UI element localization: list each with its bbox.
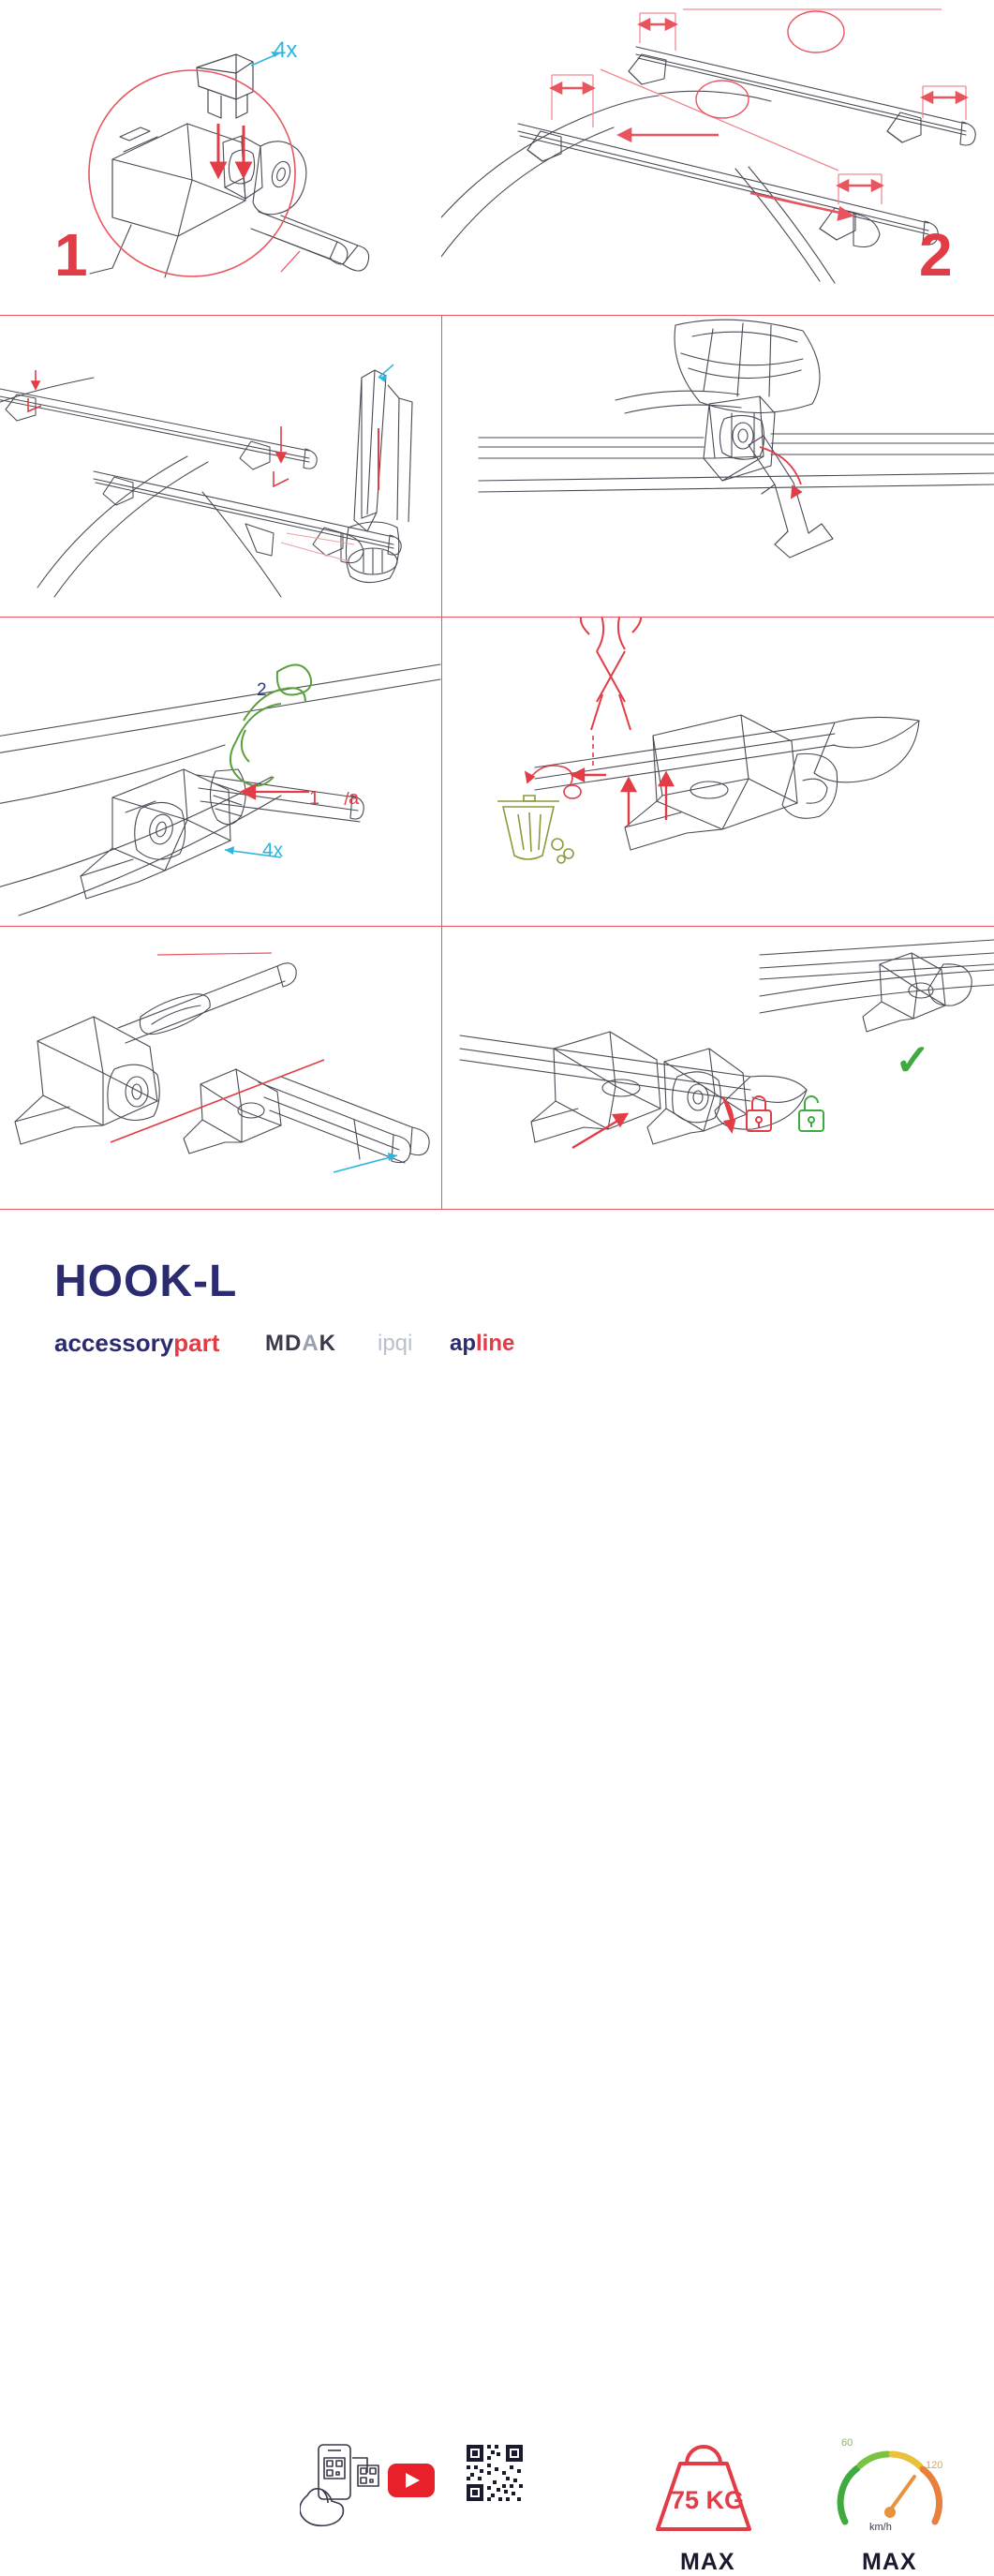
step-5-label-1: 1 — [309, 788, 320, 809]
step-5-label-2: 2 — [257, 680, 267, 700]
product-title: HOOK-L — [54, 1257, 238, 1306]
step-6-illustration — [441, 618, 994, 926]
step-5-label-4x: 4x — [262, 840, 284, 861]
speed-tick-120: 120 — [926, 2460, 943, 2471]
weight-value: 75 KG — [671, 2486, 745, 2514]
step-5-label-a: a — [349, 788, 360, 809]
step-6-panel — [441, 618, 994, 926]
step-7-illustration — [0, 927, 441, 1209]
step-2-panel — [441, 0, 994, 315]
brand-name — [54, 1329, 219, 1358]
step-1-panel — [0, 0, 441, 315]
footer — [0, 1214, 994, 2575]
step-5-panel — [0, 618, 441, 926]
partner-apline: apline — [450, 1331, 515, 1356]
step-3-illustration — [0, 316, 441, 617]
weight-max-label: MAX — [680, 2549, 735, 2575]
step-4-panel — [441, 316, 994, 617]
step-8-check-icon: ✓ — [895, 1035, 931, 1084]
brand-prefix: accessory — [54, 1329, 174, 1357]
youtube-icon[interactable] — [388, 2464, 435, 2497]
brand-accent: part — [173, 1329, 220, 1357]
partner-mdak: MDAK — [265, 1331, 337, 1356]
step-4-illustration — [441, 316, 994, 617]
speed-unit: km/h — [869, 2522, 892, 2533]
speed-tick-60: 60 — [841, 2437, 853, 2449]
step-5-illustration — [0, 618, 441, 926]
step-2-number: 2 — [919, 221, 952, 289]
qr-code-icon — [465, 2443, 525, 2503]
divider-4 — [0, 1209, 994, 1210]
step-7-panel — [0, 927, 441, 1209]
step-3-panel — [0, 316, 441, 617]
step-1-number: 1 — [54, 221, 87, 289]
scan-qr-phone-icon — [300, 2443, 384, 2533]
partner-ipqi: ipqi — [378, 1331, 413, 1356]
step-2-illustration — [441, 0, 994, 315]
speed-max-label: MAX — [862, 2549, 917, 2575]
step-1-label-4x: 4x — [274, 37, 298, 63]
